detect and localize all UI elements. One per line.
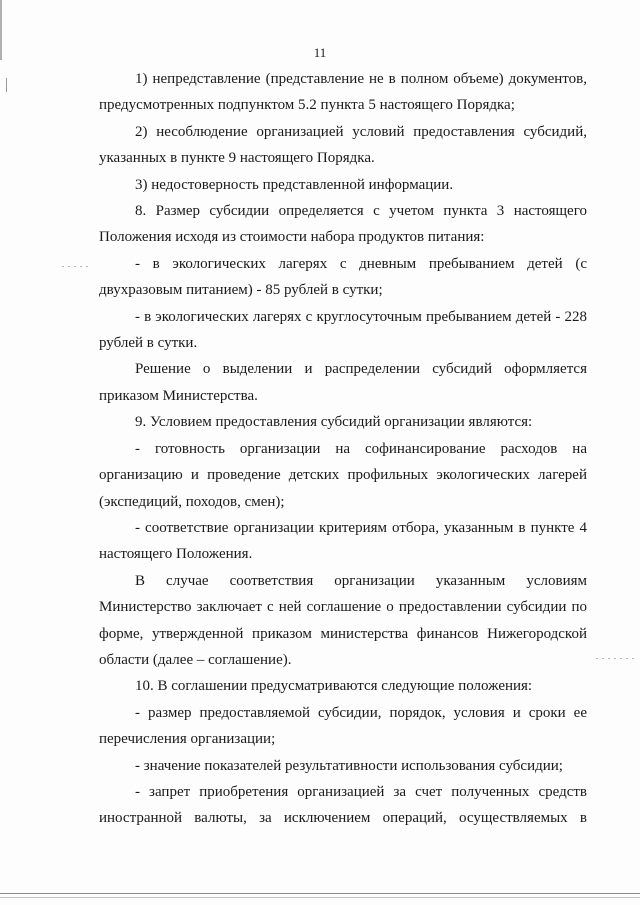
paragraph: Решение о выделении и распределении субсидий оформляется приказом Министерства.: [99, 361, 587, 404]
paragraph: 3) недостоверность представленной информации.: [135, 176, 454, 193]
paragraph: В случае соответствия организации указанным условиям Министерство заключает с ней соглашение о предоставлении субсидии по форме, утвержденной приказом министерства финансов Нижегородской области (далее – соглашение).: [99, 572, 587, 668]
paragraph: 8. Размер субсидии определяется с учетом пункта 3 настоящего Положения исходя из стоимости набора продуктов питания:: [99, 203, 587, 246]
scan-edge-tick: [6, 78, 7, 92]
paragraph: - в экологических лагерях с круглосуточным пребыванием детей - 228 рублей в сутки.: [99, 308, 587, 352]
page-bottom-rule: [0, 893, 640, 894]
scan-artifact-dots: [62, 266, 92, 267]
scan-artifact-dots: [596, 658, 636, 659]
page-number: 11: [313, 45, 327, 60]
paragraph: - готовность организации на софинансирование расходов на организацию и проведение детских профильных экологических лагерей (экспедиций, походов, смен);: [99, 440, 587, 510]
page-bottom-rule: [0, 897, 640, 898]
paragraph: - запрет приобретения организацией за счет полученных средств иностранной валюты, за исключением операций, осуществляемых в: [99, 783, 587, 827]
paragraph: 1) непредставление (представление не в полном объеме) документов, предусмотренных подпунктом 5.2 пункта 5 настоящего Порядка;: [99, 71, 587, 114]
paragraph: - размер предоставляемой субсидии, порядок, условия и сроки ее перечисления организации;: [99, 704, 587, 748]
paragraph: 10. В соглашении предусматриваются следующие положения:: [135, 678, 533, 695]
paragraph: 9. Условием предоставления субсидий организации являются:: [135, 414, 533, 431]
paragraph: 2) несоблюдение организацией условий предоставления субсидий, указанных в пункте 9 настоящего Порядка.: [99, 123, 587, 167]
paragraph: - в экологических лагерях с дневным пребыванием детей (с двухразовым питанием) - 85 рублей в сутки;: [99, 255, 587, 299]
paragraph: - соответствие организации критериям отбора, указанным в пункте 4 настоящего Положения.: [99, 519, 587, 563]
document-body: [99, 66, 587, 832]
paragraph: - значение показателей результативности использования субсидии;: [135, 757, 563, 774]
